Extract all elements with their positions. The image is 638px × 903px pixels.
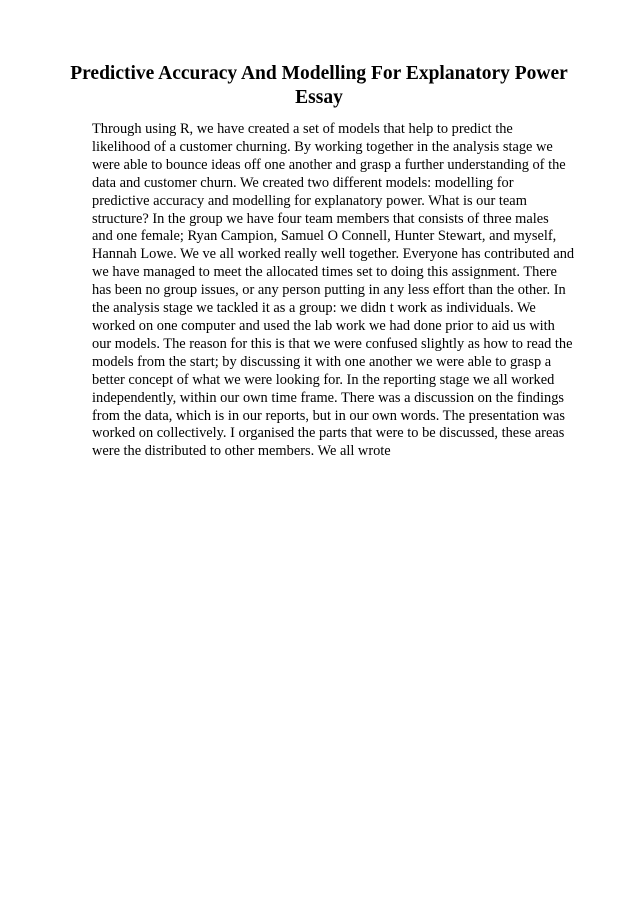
title-line: Predictive Accuracy And Modelling For Explanatory Power xyxy=(70,63,568,84)
document-title xyxy=(70,62,568,110)
body-line: and one female; Ryan Campion, Samuel O Connell, Hunter Stewart, and myself, xyxy=(92,228,557,245)
body-line: the analysis stage we tackled it as a group: we didn t work as individuals. We xyxy=(92,300,536,317)
body-line: has been no group issues, or any person putting in any less effort than the other. In xyxy=(92,282,566,299)
body-line: models from the start; by discussing it with one another we were able to grasp a xyxy=(92,353,552,370)
body-line: worked on one computer and used the lab work we had done prior to aid us with xyxy=(92,317,555,334)
body-line: data and customer churn. We created two different models: modelling for xyxy=(92,174,514,191)
body-line: from the data, which is in our reports, but in our own words. The presentation was xyxy=(92,407,565,424)
body-line: were able to bounce ideas off one another and grasp a further understanding of the xyxy=(92,156,566,173)
essay-body xyxy=(92,121,582,461)
body-line: better concept of what we were looking for. In the reporting stage we all worked xyxy=(92,371,555,388)
body-line: structure? In the group we have four team members that consists of three males xyxy=(92,210,549,227)
body-line: were the distributed to other members. We all wrote xyxy=(92,443,391,460)
body-line: Hannah Lowe. We ve all worked really well together. Everyone has contributed and xyxy=(92,246,575,263)
body-line: Through using R, we have created a set of models that help to predict the xyxy=(92,121,513,137)
body-line: our models. The reason for this is that we were confused slightly as how to read the xyxy=(92,335,573,352)
body-line: we have managed to meet the allocated times set to doing this assignment. There xyxy=(92,264,557,281)
body-line: worked on collectively. I organised the parts that were to be discussed, these areas xyxy=(92,425,565,442)
body-line: likelihood of a customer churning. By working together in the analysis stage we xyxy=(92,138,553,155)
body-line: independently, within our own time frame. There was a discussion on the findings xyxy=(92,389,564,406)
body-line: predictive accuracy and modelling for explanatory power. What is our team xyxy=(92,192,527,209)
title-line: Essay xyxy=(295,87,343,108)
